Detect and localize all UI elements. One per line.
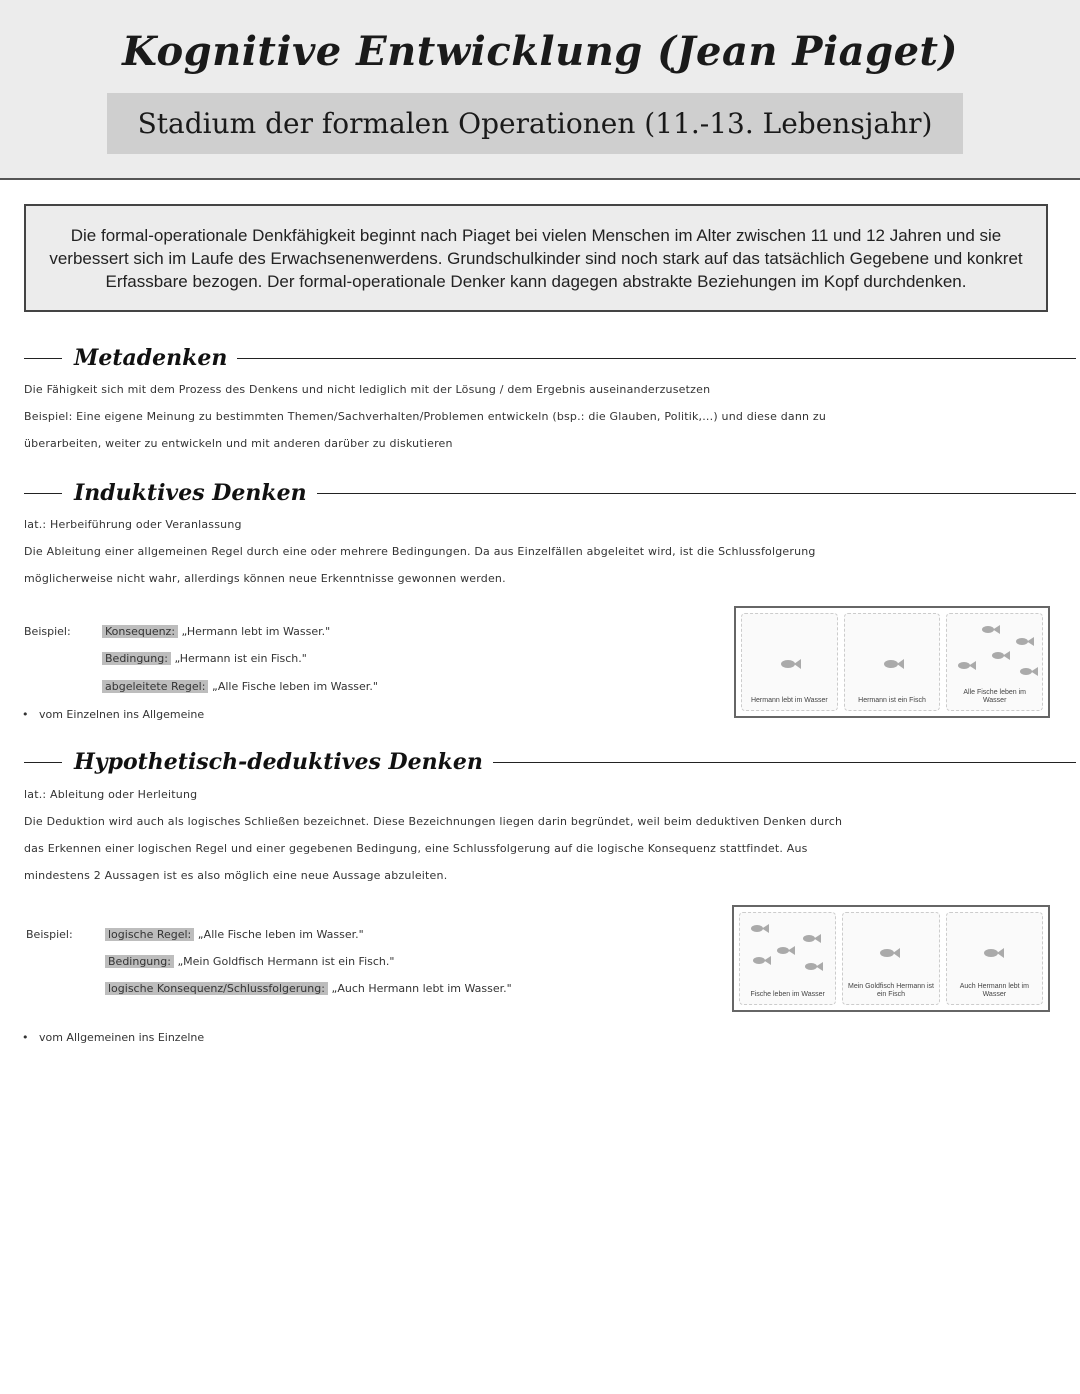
bullet-text: vom Einzelnen ins Allgemeine	[38, 708, 205, 721]
example-text: „Alle Fische leben im Wasser."	[211, 680, 378, 693]
fish-icon	[879, 947, 901, 959]
example-label: Beispiel:	[26, 928, 73, 941]
example-row	[105, 928, 364, 941]
metadenken-example: Beispiel: Eine eigene Meinung zu bestimmten Themen/Sachverhalten/Problemen entwickeln (bsp.: die Glauben, Politik,...) und diese dann zu	[24, 410, 827, 423]
page-title: Kognitive Entwicklung (Jean Piaget)	[122, 28, 958, 75]
illustration-card	[946, 912, 1043, 1005]
metadenken-example-cont: überarbeiten, weiter zu entwickeln und mit anderen darüber zu diskutieren	[24, 437, 453, 450]
section-heading-induktiv	[24, 478, 1076, 508]
hypothetisch-illustration	[732, 905, 1050, 1012]
hypothetisch-definition-cont: das Erkennen einer logischen Regel und einer gegebenen Bedingung, eine Schlussfolgerung auf die logische Konsequenz stattfindet. Aus	[24, 842, 808, 855]
fish-icon	[991, 650, 1011, 661]
illustration-card	[844, 613, 941, 711]
illustration-card	[739, 912, 836, 1005]
section-title: Hypothetisch-deduktives Denken	[74, 749, 483, 775]
hypothetisch-latin: lat.: Ableitung oder Herleitung	[24, 788, 198, 801]
hypothetisch-definition: Die Deduktion wird auch als logisches Schließen bezeichnet. Diese Bezeichnungen liegen darin begründet, weil beim deduktiven Denken durch	[24, 815, 843, 828]
induktiv-latin: lat.: Herbeiführung oder Veranlassung	[24, 518, 242, 531]
illustration-caption: Fische leben im Wasser	[750, 991, 825, 998]
fish-icon	[802, 933, 822, 944]
induktiv-illustration	[734, 606, 1050, 718]
fish-icon	[1015, 636, 1035, 647]
section-title: Metadenken	[74, 345, 228, 371]
metadenken-definition: Die Fähigkeit sich mit dem Prozess des Denkens und nicht lediglich mit der Lösung / dem Ergebnis auseinanderzusetzen	[24, 383, 711, 396]
induktiv-definition: Die Ableitung einer allgemeinen Regel durch eine oder mehrere Bedingungen. Da aus Einzelfällen abgeleitet wird, ist die Schlussfolgerung	[24, 545, 816, 558]
example-tag: Konsequenz:	[102, 625, 178, 638]
intro-text: Die formal-operationale Denkfähigkeit beginnt nach Piaget bei vielen Menschen im Alter zwischen 11 und 12 Jahren und sie verbessert sich im Laufe des Erwachsenenwerdens. Grundschulkinder sind noch stark auf das tatsächlich Gegebene und konkret Erfassbare bezogen. Der formal-operationale Denker kann dagegen abstrakte Beziehungen im Kopf durchdenken.	[49, 225, 1023, 291]
example-tag: abgeleitete Regel:	[102, 680, 208, 693]
fish-icon	[780, 658, 802, 670]
fish-icon	[752, 955, 772, 966]
example-row	[105, 982, 512, 995]
bullet-text: vom Allgemeinen ins Einzelne	[38, 1031, 205, 1044]
section-heading-hypothetisch	[24, 747, 1076, 777]
fish-icon	[750, 923, 770, 934]
header	[0, 0, 1080, 180]
induktiv-definition-cont: möglicherweise nicht wahr, allerdings können neue Erkenntnisse gewonnen werden.	[24, 572, 506, 585]
example-tag: logische Regel:	[105, 928, 194, 941]
section-title: Induktives Denken	[74, 480, 307, 506]
illustration-caption: Alle Fische leben im Wasser	[963, 689, 1026, 704]
example-text: „Hermann ist ein Fisch."	[174, 652, 307, 665]
fish-icon	[883, 658, 905, 670]
example-row	[102, 652, 307, 665]
section-heading-metadenken	[24, 343, 1076, 373]
fish-icon	[983, 947, 1005, 959]
example-text: „Mein Goldfisch Hermann ist ein Fisch."	[177, 955, 395, 968]
hypothetisch-definition-cont2: mindestens 2 Aussagen ist es also möglich eine neue Aussage abzuleiten.	[24, 869, 448, 882]
example-tag: Bedingung:	[105, 955, 174, 968]
example-label: Beispiel:	[24, 625, 71, 638]
example-row	[105, 955, 394, 968]
fish-icon	[981, 624, 1001, 635]
illustration-caption: Hermann lebt im Wasser	[750, 697, 828, 704]
example-row	[102, 680, 378, 693]
illustration-caption: Auch Hermann lebt im Wasser	[959, 983, 1029, 998]
example-text: „Alle Fische leben im Wasser."	[197, 928, 364, 941]
fish-icon	[1019, 666, 1039, 677]
illustration-card	[842, 912, 939, 1005]
illustration-caption: Mein Goldfisch Hermann ist ein Fisch	[848, 983, 934, 998]
fish-icon	[957, 660, 977, 671]
intro-box	[24, 204, 1048, 312]
example-row	[102, 625, 330, 638]
bullet-item: • vom Allgemeinen ins Einzelne	[22, 1031, 205, 1044]
subtitle-box	[107, 93, 963, 154]
example-tag: logische Konsequenz/Schlussfolgerung:	[105, 982, 328, 995]
bullet-item: • vom Einzelnen ins Allgemeine	[22, 708, 205, 721]
illustration-caption: Hermann ist ein Fisch	[858, 697, 926, 704]
illustration-card	[741, 613, 838, 711]
page-subtitle: Stadium der formalen Operationen (11.-13. Lebensjahr)	[137, 107, 933, 140]
fish-icon	[776, 945, 796, 956]
example-text: „Auch Hermann lebt im Wasser."	[331, 982, 512, 995]
illustration-card	[946, 613, 1043, 711]
example-text: „Hermann lebt im Wasser."	[181, 625, 331, 638]
fish-icon	[804, 961, 824, 972]
example-tag: Bedingung:	[102, 652, 171, 665]
